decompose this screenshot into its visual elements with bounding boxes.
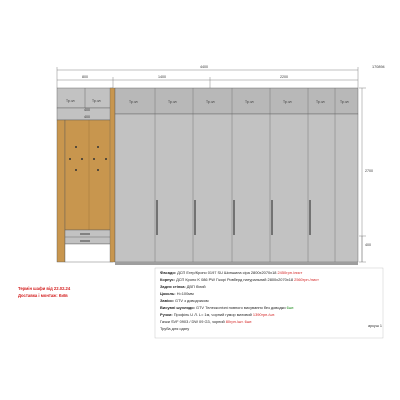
- spec-line-back: Задня стінка: ДВП білий: [160, 284, 206, 289]
- spec-line-facades: Фасади: ДСП Егер/Кроно 0197 SU Шиншила сіра 2800х2070х18 2450грн./лист: [160, 270, 303, 275]
- spec-line-rail: Труба для одягу: [160, 326, 190, 331]
- cell-label-door-7: Тр.чл: [340, 100, 349, 104]
- left-width-label: 800: [82, 75, 88, 79]
- cell-label-door-3: Тр.чл: [206, 100, 215, 104]
- door-lower-band: [115, 114, 358, 262]
- delivery-note: Доставка і монтаж: Київ: [18, 293, 68, 298]
- spec-line-hinges: Завіси: GTV з доводчиком: [160, 298, 209, 303]
- spec-line-body: Корпус: ДСП Кроно K 086 PW Гікорі Ровберд натуральний 2800х2070х18 2560грн./лист: [160, 277, 319, 282]
- plinth: [115, 262, 358, 265]
- left-oak-panel: [57, 120, 65, 262]
- cell-label-left-top: Тр.чл: [66, 99, 75, 103]
- sheet-label: аркуш 1: [368, 324, 383, 328]
- drawing-code: 170894: [372, 65, 385, 69]
- spec-line-handles: Ручки: Профіль U Л. L= 1м, чорний гумор матовий 1390грн./шт.: [160, 312, 276, 317]
- middle-width-label: 1400: [158, 75, 166, 79]
- height-label: 2700: [365, 169, 373, 173]
- niche-width-top-label: 400: [84, 108, 90, 112]
- spec-line-plinth: Цоколь: H=100мм: [160, 291, 194, 296]
- cell-label-door-5: Тр.чл: [283, 100, 292, 104]
- total-width-label: 4400: [200, 65, 208, 69]
- bench-base: [65, 244, 113, 262]
- door-section: [115, 88, 358, 265]
- right-width-label: 2200: [280, 75, 288, 79]
- cell-label-door-1: Тр.чл: [129, 100, 138, 104]
- bottom-height-label: 400: [365, 243, 371, 247]
- cell-label-left-top-2: Тр.чл: [92, 99, 101, 103]
- cell-label-door-6: Тр.чл: [316, 100, 325, 104]
- term-note: Термін шафи від 22.02.24: [18, 286, 71, 291]
- niche-width-bottom-label: 400: [84, 115, 90, 119]
- spec-line-hooks: Гачки SVF 0903 / DW 09 G3, чорний 80грн./шт. 6шт.: [160, 319, 253, 324]
- cell-label-door-4: Тр.чл: [245, 100, 254, 104]
- cell-label-door-2: Тр.чл: [168, 100, 177, 104]
- right-oak-side: [110, 88, 115, 262]
- spec-line-drawers: Висувні шухляди: GTV Телескопічні повного висування без доводки 6шт.: [160, 305, 295, 310]
